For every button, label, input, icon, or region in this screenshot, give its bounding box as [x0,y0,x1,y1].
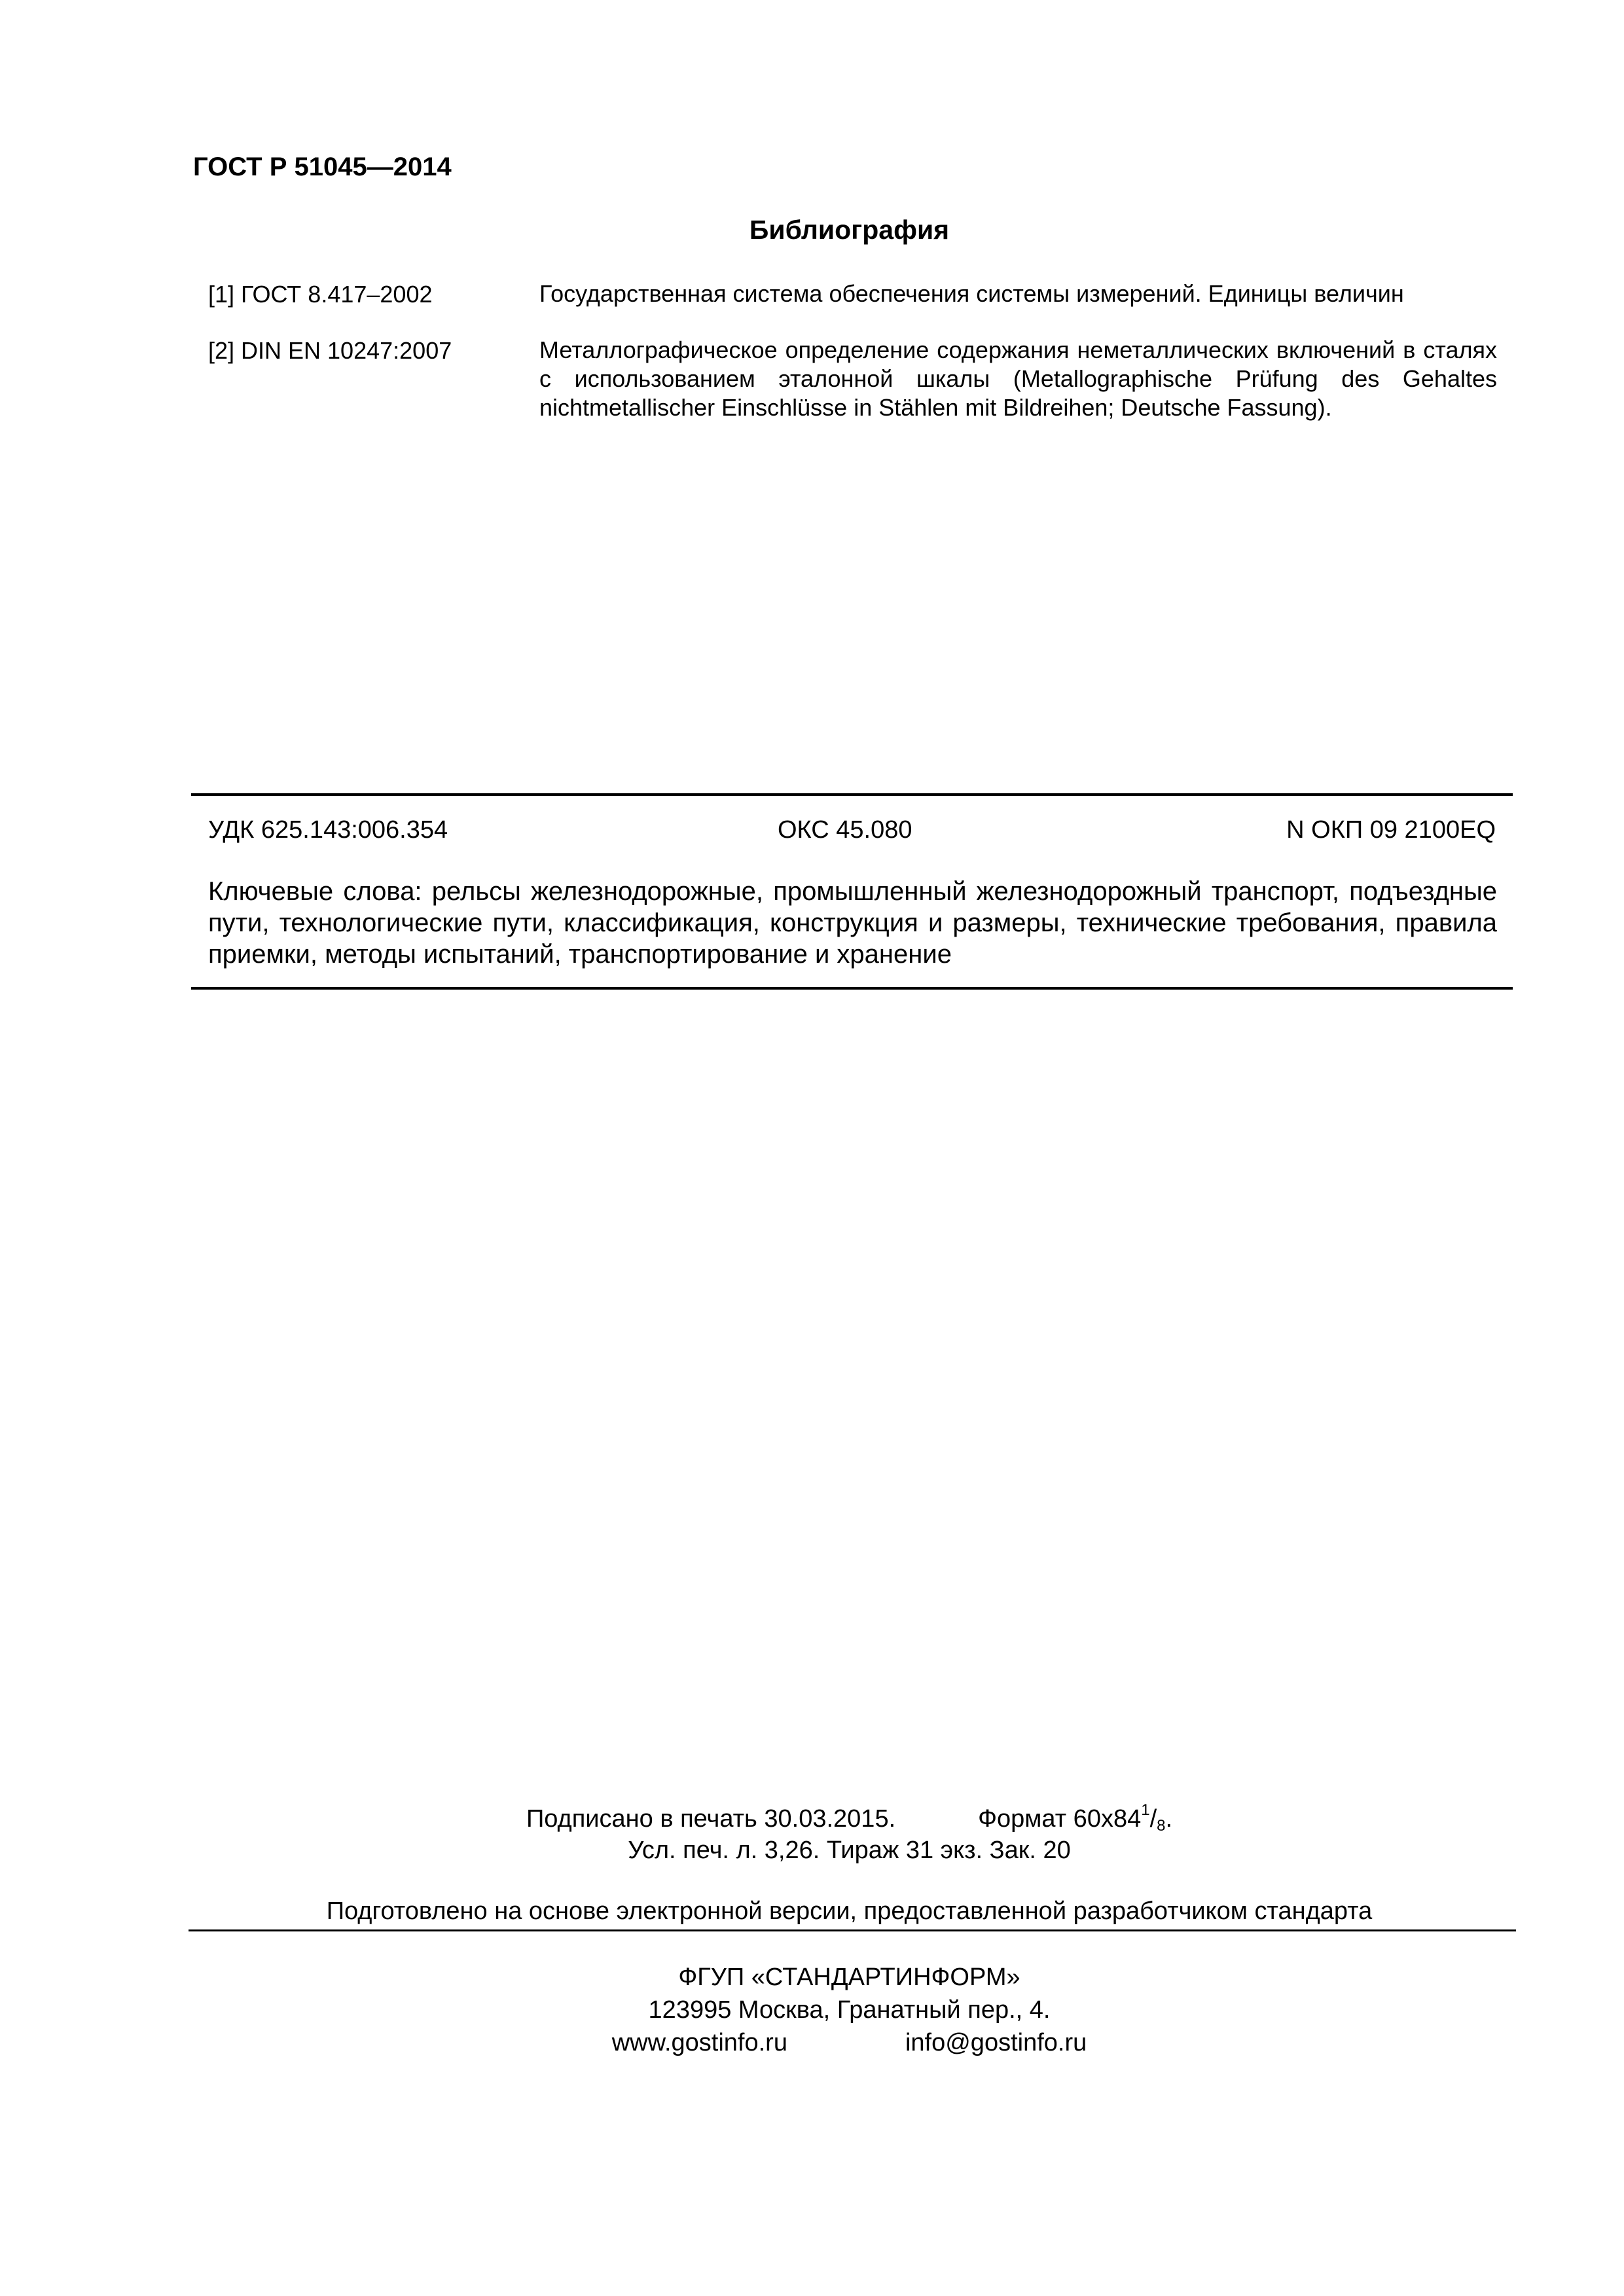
signed-date: Подписано в печать 30.03.2015. [526,1805,896,1833]
reference-number-1: [1] ГОСТ 8.417–2002 [208,281,433,308]
publisher-address: 123995 Москва, Гранатный пер., 4. [648,1996,1051,2024]
footer-divider [189,1929,1516,1931]
reference-text-1: Государственная система обеспечения системы измерений. Единицы величин [539,280,1404,307]
publisher-name: ФГУП «СТАНДАРТИНФОРМ» [678,1964,1020,1991]
oks-code: ОКС 45.080 [778,816,912,844]
bibliography-title: Библиография [749,215,950,245]
print-info: Усл. печ. л. 3,26. Тираж 31 экз. Зак. 20 [628,1837,1071,1864]
email-link[interactable]: info@gostinfo.ru [905,2029,1087,2056]
prepared-note: Подготовлено на основе электронной версии, предоставленной разработчиком стандарта [326,1897,1373,1925]
keywords: Ключевые слова: рельсы железнодорожные, промышленный железнодорожный транспорт, подъездные пути, технологические пути, классификация, конструкция и размеры, технические требования, правила приемки, методы испытаний, транспортирование и хранение [208,877,1497,969]
contacts-line [0,2029,1624,2057]
bottom-divider [191,987,1513,990]
okp-code: N ОКП 09 2100EQ [1286,816,1496,844]
standard-code: ГОСТ Р 51045—2014 [193,152,452,181]
top-divider [191,793,1513,796]
signed-line [0,1801,1624,1835]
website-link[interactable]: www.gostinfo.ru [611,2029,787,2056]
reference-number-2: [2] DIN EN 10247:2007 [208,337,452,364]
paper-format: Формат $60x84^1/_8$. [978,1801,1173,1835]
reference-text-2: Металлографическое определение содержания неметаллических включений в сталях с использованием эталонной шкалы (Metallographische Prüfung des Gehaltes nichtmetallischer Einschlüsse in Stählen mit Bildreihen; Deutsche Fassung). [539,336,1497,421]
udk-code: УДК 625.143:006.354 [208,816,448,844]
